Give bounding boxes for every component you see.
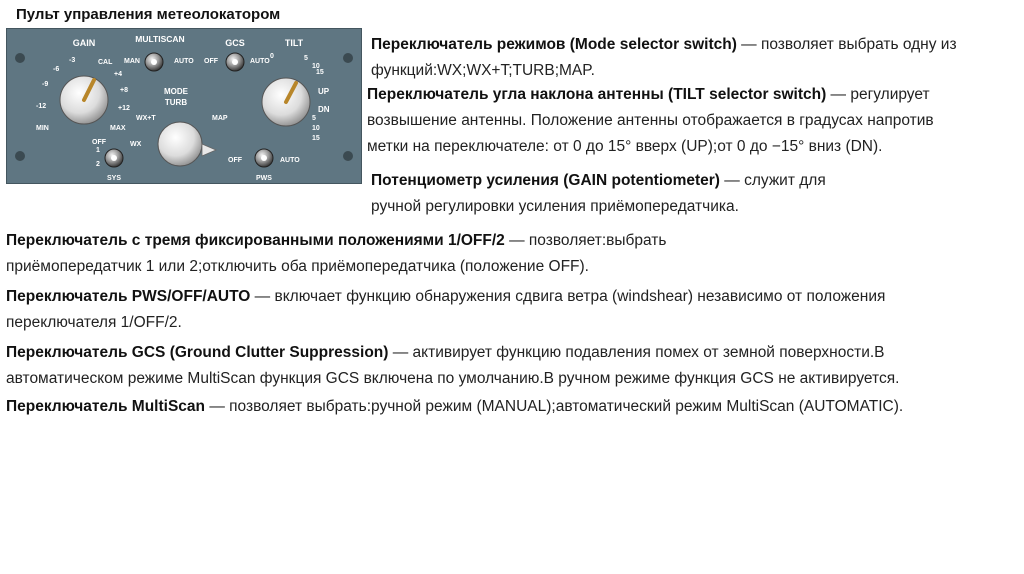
gcs-auto-label: AUTO [250, 58, 270, 65]
gain-potentiometer-description [371, 168, 826, 220]
tilt-tick: 15 [316, 69, 324, 76]
tilt-label: TILT [284, 38, 304, 48]
term: Переключатель с тремя фиксированными положениями 1/OFF/2 [6, 232, 505, 249]
pws-label: PWS [256, 175, 272, 182]
tilt-up-label: UP [318, 87, 330, 96]
text: — регулирует [826, 86, 930, 103]
screw-icon [343, 151, 353, 161]
text: — активирует функцию подавления помех от земной поверхности.В [388, 344, 885, 361]
mode-wx-t-label: WX+T [136, 115, 156, 122]
term: Потенциометр усиления (GAIN potentiometer) [371, 172, 720, 189]
gain-tick: -3 [69, 57, 76, 64]
text: возвышение антенны. Положение антенны отображается в градусах напротив [367, 112, 934, 129]
gcs-switch-description [6, 340, 899, 392]
sys-1-label: 1 [96, 147, 100, 154]
sys-label: SYS [106, 175, 122, 182]
text: — позволяет выбрать:ручной режим (MANUAL);автоматический режим MultiScan (AUTOMATIC). [205, 398, 904, 415]
term: Переключатель PWS/OFF/AUTO [6, 288, 251, 305]
sys-2-label: 2 [96, 161, 100, 168]
mode-label: MODE [164, 87, 188, 96]
screw-icon [15, 151, 25, 161]
term: Переключатель GCS (Ground Clutter Suppression) [6, 344, 389, 361]
gain-tick: +8 [120, 87, 128, 94]
tilt-tick: 15 [312, 135, 320, 142]
sys-off-label: OFF [92, 139, 106, 146]
text: автоматическом режиме MultiScan функция GCS включена по умолчанию.В ручном режиме функция GCS не активируется. [6, 370, 900, 387]
text: — включает функцию обнаружения сдвига ветра (windshear) независимо от положения [250, 288, 886, 305]
term: Переключатель угла наклона антенны (TILT selector switch) [367, 86, 827, 103]
gain-tick: -9 [42, 81, 49, 88]
pws-toggle[interactable] [255, 149, 273, 167]
tilt-knob[interactable] [262, 78, 310, 126]
text: метки на переключателе: от 0 до 15° вверх (UP);от 0 до −15° вниз (DN). [367, 138, 883, 155]
tilt-tick: 5 [312, 115, 316, 122]
tilt-tick: 10 [312, 63, 320, 70]
text: ручной регулировки усиления приёмопередатчика. [371, 198, 739, 215]
mode-selector-description [371, 32, 957, 84]
tilt-tick: 5 [304, 55, 308, 62]
text: функций:WX;WX+T;TURB;MAP. [371, 62, 595, 79]
sys-toggle[interactable] [105, 149, 123, 167]
tilt-tick: 10 [312, 125, 320, 132]
tilt-dn-label: DN [318, 105, 330, 114]
gain-tick: +12 [118, 105, 130, 112]
pws-switch-description [6, 284, 885, 336]
text: приёмопередатчик 1 или 2;отключить оба приёмопередатчика (положение OFF). [6, 258, 589, 275]
text: — служит для [719, 172, 826, 189]
min-label: MIN [36, 125, 49, 132]
mode-map-label: MAP [212, 115, 228, 122]
max-label: MAX [110, 125, 126, 132]
gain-tick: +4 [114, 71, 122, 78]
multiscan-man-label: MAN [124, 58, 140, 65]
multiscan-toggle[interactable] [145, 53, 163, 71]
gain-label: GAIN [72, 38, 96, 48]
gcs-toggle[interactable] [226, 53, 244, 71]
multiscan-switch-description [6, 394, 903, 420]
multiscan-label: MULTISCAN [135, 34, 185, 44]
page-title: Пульт управления метеолокатором [16, 6, 281, 23]
gain-tick: -12 [36, 103, 47, 110]
text: переключателя 1/OFF/2. [6, 314, 182, 331]
pws-off-label: OFF [228, 157, 242, 164]
sys-switch-description [6, 228, 666, 280]
screw-icon [343, 53, 353, 63]
term: Переключатель режимов (Mode selector switch) [371, 36, 737, 53]
text: — позволяет выбрать одну из [736, 36, 957, 53]
pws-auto-label: AUTO [280, 157, 300, 164]
gcs-off-label: OFF [204, 58, 218, 65]
multiscan-auto-label: AUTO [174, 58, 194, 65]
tilt-tick: 0 [270, 53, 274, 60]
mode-wx-label: WX [130, 141, 142, 148]
text: — позволяет:выбрать [504, 232, 667, 249]
screw-icon [15, 53, 25, 63]
cal-label: CAL [98, 59, 113, 66]
gcs-label: GCS [225, 38, 245, 48]
term: Переключатель MultiScan [6, 398, 206, 415]
gain-knob[interactable] [60, 76, 108, 124]
weather-radar-control-panel [6, 28, 362, 184]
tilt-selector-description [367, 82, 934, 160]
gain-tick: -6 [53, 66, 60, 73]
turb-label: TURB [164, 98, 188, 107]
